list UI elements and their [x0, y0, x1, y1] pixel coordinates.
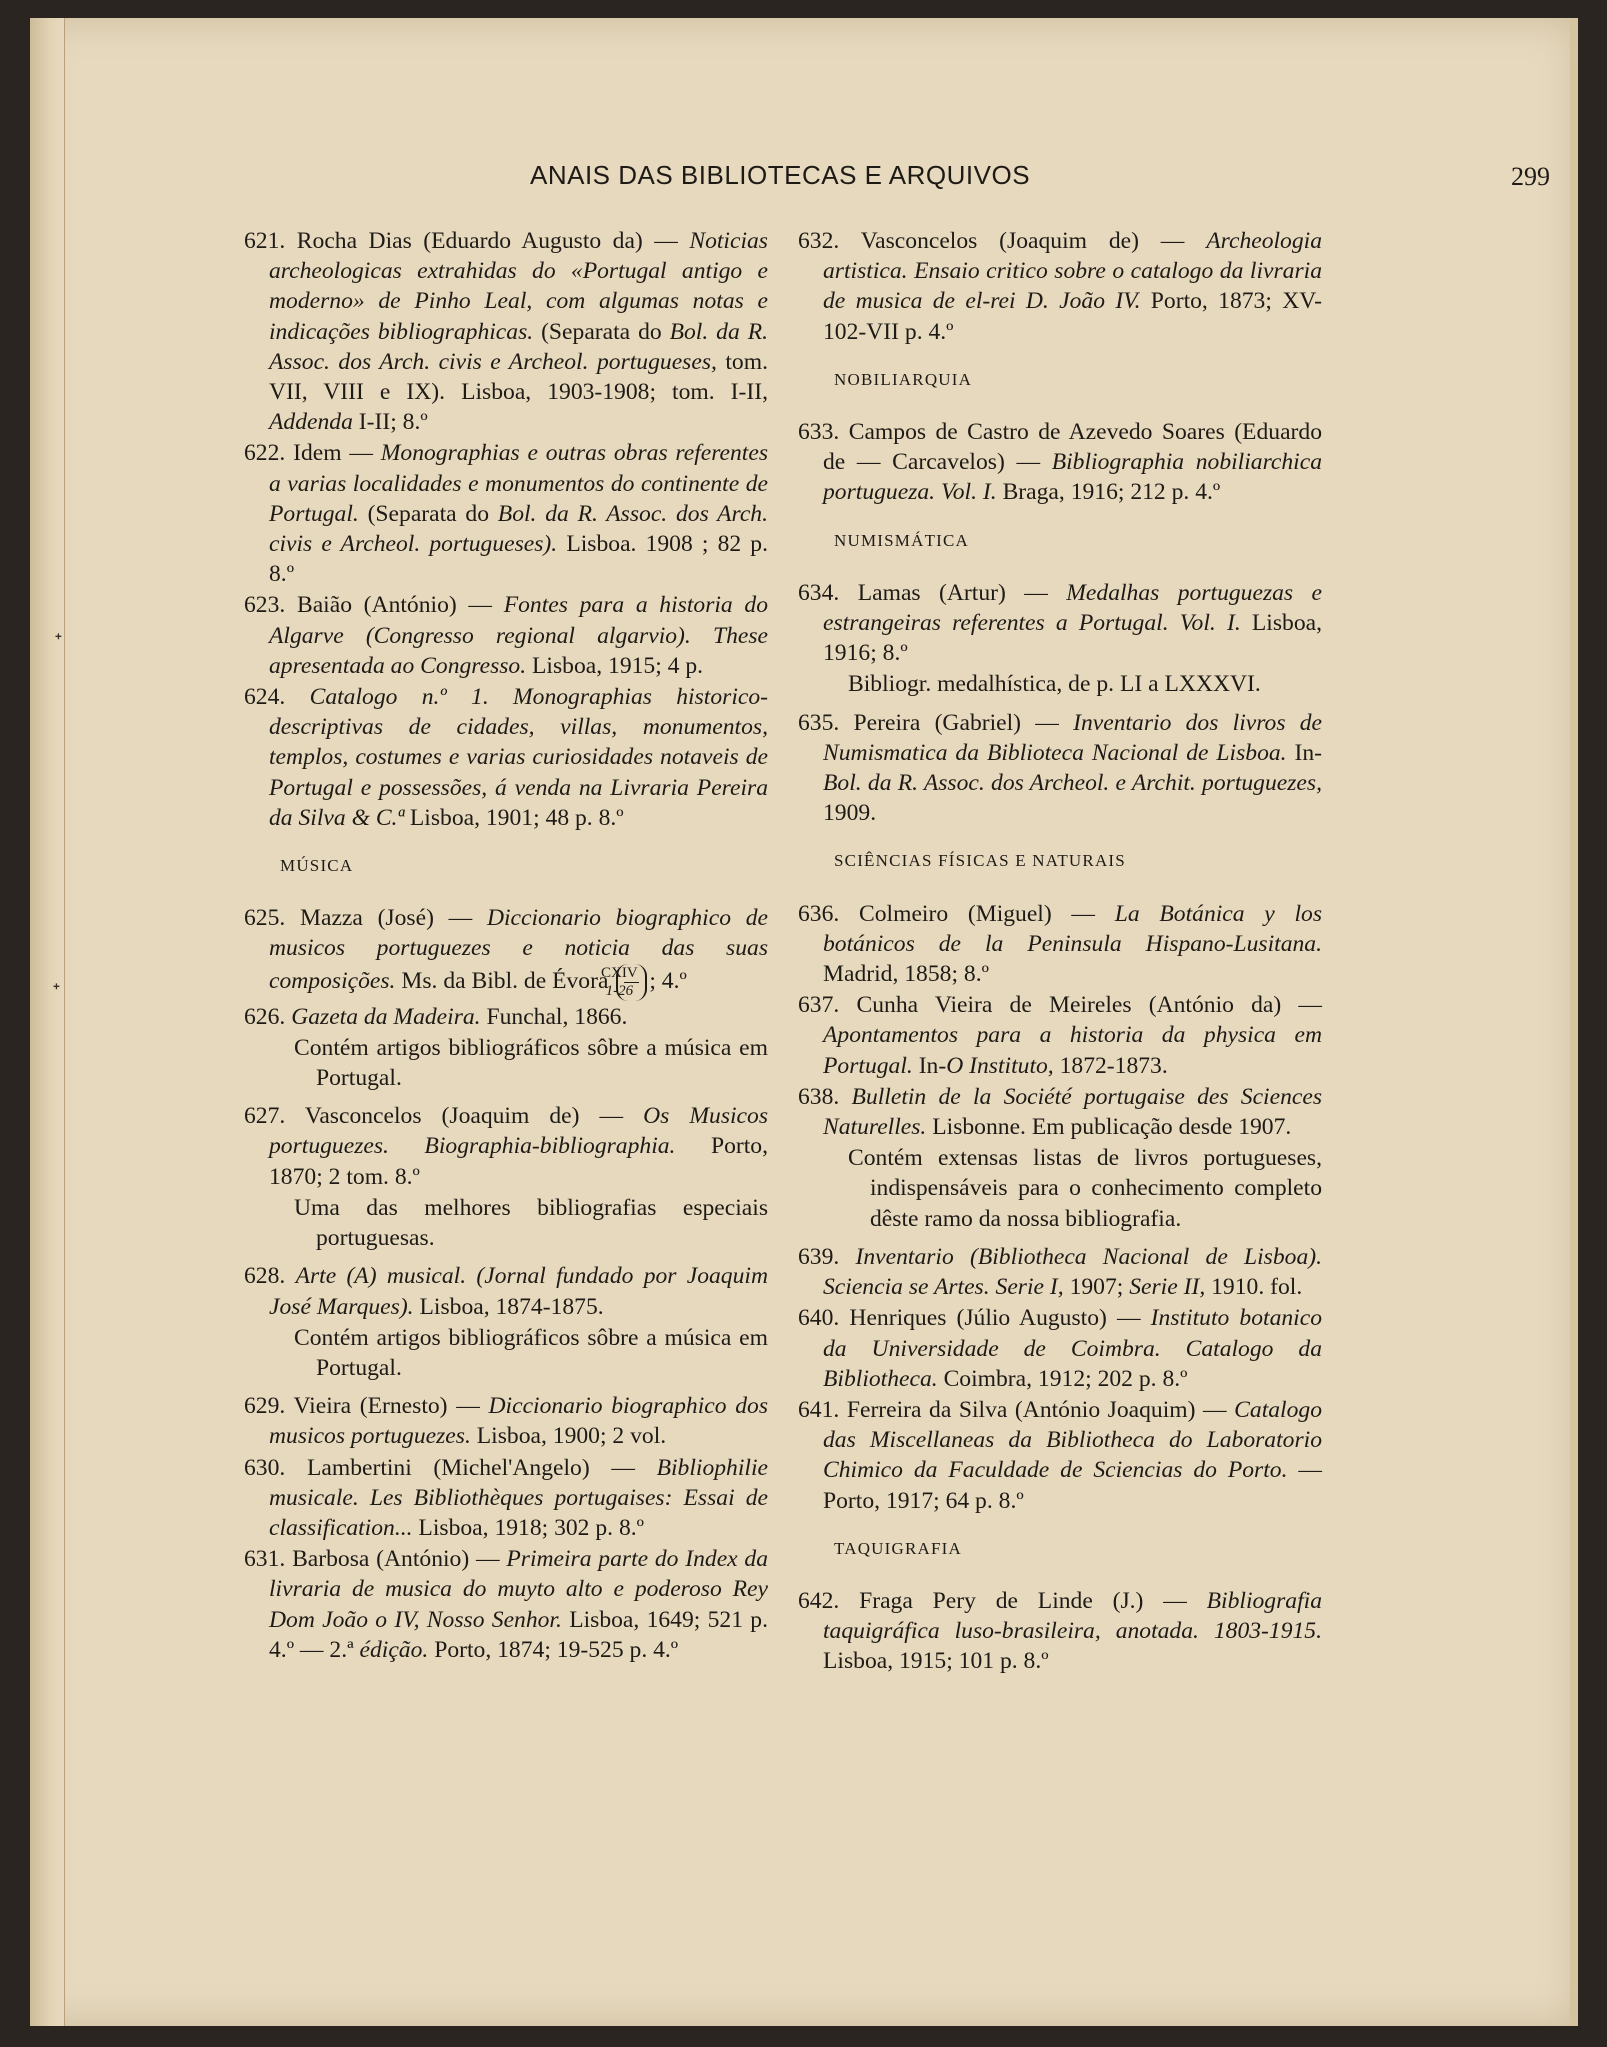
entry-text: Ms. da Bibl. de Évora: [395, 967, 615, 994]
bibliography-entry: [798, 1082, 1322, 1142]
entry-title-italic: Bibliografia taquigráfica luso-brasileira, anotada. 1803-1915.: [823, 1587, 1322, 1645]
entry-text: Porto, 1874; 19-525 p. 4.º: [428, 1636, 679, 1663]
entry-number: 623.: [244, 592, 297, 619]
entry-title-italic: Medalhas portuguezas e estrangeiras referentes a Portugal. Vol. I.: [823, 579, 1322, 637]
entry-title-italic: Noticias archeologicas extrahidas do «Portugal antigo e moderno» de Pinho Leal, com algumas notas e indicações bibliographicas.: [269, 228, 768, 345]
entry-title-italic: Apontamentos para a historia da physica em Portugal.: [823, 1022, 1322, 1079]
entry-text: Funchal, 1866.: [480, 1003, 628, 1030]
entry-number: 633.: [798, 419, 849, 446]
entry-text: ; 4.º: [649, 967, 687, 994]
entry-text: Lisboa, 1918; 302 p. 8.º: [412, 1514, 644, 1541]
entry-note: Bibliogr. medalhística, de p. LI a LXXXVI.: [848, 671, 1261, 698]
margin-mark: ᐩ: [52, 978, 61, 1003]
entry-text: Lisboa, 1649; 521 p. 4.º — 2.ª: [269, 1606, 768, 1663]
entry-text: Campos de Castro de Azevedo Soares (Eduardo de — Carcavelos) —: [823, 419, 1322, 476]
entry-text: I-II; 8.º: [352, 409, 428, 436]
entry-text: 1909.: [823, 800, 877, 827]
bibliography-entry: [798, 708, 1322, 829]
entry-text: Lisboa, 1901; 48 p. 8.º: [403, 804, 624, 831]
bibliography-entry: [244, 226, 768, 437]
entry-number: 640.: [798, 1305, 850, 1332]
entry-title-italic: Bibliographia nobiliarchica portugueza. Vol. I.: [823, 449, 1322, 506]
entry-text: Idem —: [293, 440, 381, 467]
entry-number: 639.: [798, 1243, 856, 1270]
entry-text: Rocha Dias (Eduardo Augusto da) —: [296, 228, 690, 254]
entry-number: 634.: [798, 579, 858, 606]
entry-text: Lisboa, 1874-1875.: [413, 1293, 604, 1320]
entry-title-italic: Diccionario biographico de musicos portuguezes e noticia das suas composições.: [269, 905, 768, 994]
entry-number: 641.: [798, 1396, 847, 1423]
entry-title-italic: Bol. da R. Assoc. dos Arch. civis e Archeol. portugueses).: [269, 500, 768, 558]
entry-title-italic: O Instituto,: [946, 1052, 1054, 1079]
entry-title-italic: Inventario (Bibliotheca Nacional de Lisboa). Sciencia se Artes. Serie I,: [823, 1243, 1323, 1301]
entry-text: Pereira (Gabriel) —: [853, 709, 1074, 736]
bibliography-entry: [244, 1391, 768, 1451]
entry-text: Vasconcelos (Joaquim de) —: [860, 228, 1207, 254]
bibliography-entry: [244, 590, 768, 681]
entry-title-italic: Primeira parte do Index da livraria de musica do muyto alto e poderoso Rey Dom João o IV, Nosso Senhor.: [269, 1546, 769, 1633]
entry-text: Baião (António) —: [296, 592, 504, 619]
entry-text: Lisboa, 1916; 8.º: [823, 610, 1322, 667]
entry-title-italic: Bol. da R. Assoc. dos Archeol. e Archit. portuguezes,: [823, 770, 1322, 797]
entry-number: 642.: [798, 1587, 860, 1614]
bibliography-entry: [798, 417, 1322, 508]
entry-text: Lisboa, 1915; 101 p. 8.º: [823, 1648, 1049, 1675]
entry-text: Lamas (Artur) —: [857, 579, 1067, 606]
entry-text: Braga, 1916; 212 p. 4.º: [996, 479, 1221, 506]
journal-title: ANAIS DAS BIBLIOTECAS E ARQUIVOS: [530, 160, 1031, 190]
entry-number: 638.: [798, 1083, 852, 1110]
bibliography-entry: [244, 1261, 768, 1321]
entry-text: In-: [1286, 739, 1323, 766]
bibliography-entry: [244, 1544, 768, 1665]
bibliography-entry: [798, 899, 1322, 990]
entry-text: Vieira (Ernesto) —: [293, 1393, 489, 1420]
entry-text: In-: [912, 1052, 947, 1079]
entry-number: 629.: [244, 1393, 294, 1420]
bibliography-entry: [244, 1002, 768, 1032]
entry-number: 628.: [244, 1263, 296, 1290]
entry-number: 632.: [798, 228, 861, 254]
entry-title-italic: Gazeta da Madeira.: [291, 1003, 481, 1030]
section-heading: TAQUIGRAFIA: [834, 1538, 962, 1558]
entry-title-italic: La Botánica y los botánicos de la Peninsula Hispano-Lusitana.: [823, 900, 1323, 957]
page-spine: [30, 18, 65, 2026]
bibliography-entry: [798, 1303, 1322, 1394]
entry-number: 631.: [244, 1546, 293, 1573]
entry-title-italic: Bibliophilie musicale. Les Bibliothèques portugaises: Essai de classification...: [269, 1454, 768, 1541]
entry-number: 630.: [244, 1454, 307, 1481]
shelfmark-fraction: $\frac{\text{CXIV}}{1-26}$: [616, 964, 647, 1001]
entry-title-italic: Inventario dos livros de Numismatica da Biblioteca Nacional de Lisboa.: [823, 709, 1323, 766]
right-column: [798, 226, 1322, 1678]
bibliography-entry: [244, 1453, 768, 1544]
entry-number: 625.: [244, 905, 300, 932]
entry-title-italic: Bol. da R. Assoc. dos Arch. civis e Archeol. portugueses,: [269, 318, 768, 375]
entry-title-italic: Catalogo das Miscellaneas da Bibliotheca do Laboratorio Chimico da Faculdade de Sciencias do Porto.: [823, 1396, 1323, 1484]
entry-text: Lisbonne. Em publicação desde 1907.: [926, 1114, 1292, 1141]
bibliography-entry: [798, 1586, 1322, 1677]
bibliography-entry: [798, 990, 1322, 1081]
bibliography-entry: [798, 1242, 1322, 1302]
entry-text: Lisboa, 1915; 4 p.: [526, 652, 704, 679]
entry-title-italic: Instituto botanico da Universidade de Coimbra. Catalogo da Bibliotheca.: [823, 1305, 1322, 1392]
entry-title-italic: Catalogo n.º 1. Monographias historico-descriptivas de cidades, villas, monumentos, templos, costumes e varias curiosidades notaveis de Portugal e possessões, á venda na Livraria Pereira da Silva & C.ª: [269, 684, 769, 831]
entry-number: 636.: [798, 900, 860, 927]
entry-text: Porto, 1873; XV-102-VII p. 4.º: [823, 288, 1322, 345]
bibliography-entry: [244, 438, 768, 589]
entry-text: Colmeiro (Miguel) —: [859, 900, 1115, 927]
bibliography-entry: [798, 578, 1322, 669]
section-heading: NOBILIARQUIA: [834, 369, 973, 389]
entry-note: Contém extensas listas de livros portugueses, indispensáveis para o conhecimento completo dêste ramo da nossa bibliografia.: [848, 1145, 1322, 1232]
entry-number: 621.: [244, 228, 297, 254]
entry-title-italic: Os Musicos portuguezes. Biographia-bibliographia.: [269, 1103, 769, 1160]
entry-text: Lambertini (Michel'Angelo) —: [306, 1454, 657, 1481]
bibliography-entry: [244, 682, 768, 833]
entry-text: 1872-1873.: [1053, 1052, 1168, 1079]
entry-title-italic: Serie II,: [1129, 1274, 1206, 1301]
entry-text: (Separata do: [358, 500, 498, 527]
entry-title-italic: Addenda: [269, 409, 353, 436]
entry-note: Contém artigos bibliográficos sôbre a música em Portugal.: [294, 1034, 768, 1092]
entry-title-italic: édição.: [359, 1636, 429, 1663]
bibliography-entry: [244, 903, 768, 1000]
section-heading: MÚSICA: [280, 856, 354, 876]
entry-text: Coimbra, 1912; 202 p. 8.º: [937, 1365, 1188, 1392]
entry-text: — Porto, 1917; 64 p. 8.º: [823, 1457, 1323, 1514]
entry-text: Porto, 1870; 2 tom. 8.º: [269, 1133, 768, 1190]
entry-number: 626.: [244, 1003, 292, 1030]
bibliography-entry: [244, 1101, 768, 1192]
entry-title-italic: Diccionario biographico dos musicos portuguezes.: [269, 1393, 768, 1450]
entry-number: 624.: [244, 684, 310, 711]
entry-title-italic: Archeologia artistica. Ensaio critico sobre o catalogo da livraria de musica de el-rei D. João IV.: [823, 228, 1323, 315]
running-header: [530, 160, 1550, 200]
entry-title-italic: Monographias e outras obras referentes a varias localidades e monumentos do continente de Portugal.: [269, 440, 769, 527]
bibliography-entry: [798, 226, 1322, 347]
left-column: [244, 226, 768, 1666]
entry-number: 622.: [244, 440, 294, 467]
entry-note: Uma das melhores bibliografias especiais portuguesas.: [294, 1194, 768, 1252]
entry-text: Ferreira da Silva (António Joaquim) —: [846, 1396, 1235, 1423]
entry-title-italic: Fontes para a historia do Algarve (Congresso regional algarvio). These apresentada ao Congresso.: [269, 592, 768, 679]
page-number: 299: [1511, 162, 1550, 191]
entry-text: Cunha Vieira de Meireles (António da) —: [856, 992, 1323, 1019]
entry-text: 1910. fol.: [1205, 1274, 1303, 1301]
entry-text: Lisboa, 1900; 2 vol.: [470, 1423, 667, 1450]
page-edge: [1570, 18, 1578, 2026]
entry-note: Contém artigos bibliográficos sôbre a música em Portugal.: [294, 1324, 768, 1381]
entry-text: tom. VII, VIII e IX). Lisboa, 1903-1908; tom. I-II,: [269, 348, 768, 406]
entry-number: 637.: [798, 992, 857, 1019]
entry-number: 627.: [244, 1103, 305, 1130]
entry-text: Henriques (Júlio Augusto) —: [849, 1305, 1151, 1332]
entry-title-italic: Arte (A) musical. (Jornal fundado por Joaquim José Marques).: [269, 1263, 768, 1320]
entry-text: Barbosa (António) —: [292, 1546, 507, 1573]
bibliography-entry: [798, 1395, 1322, 1516]
entry-text: Lisboa. 1908 ; 82 p. 8.º: [269, 531, 768, 588]
section-heading: SCIÊNCIAS FÍSICAS E NATURAIS: [834, 851, 1126, 871]
entry-text: Madrid, 1858; 8.º: [823, 961, 989, 988]
entry-title-italic: Bulletin de la Société portugaise des Sciences Naturelles.: [823, 1083, 1322, 1141]
section-heading: NUMISMÁTICA: [834, 530, 970, 550]
entry-text: Mazza (José) —: [300, 905, 487, 932]
entry-text: (Separata do: [533, 318, 670, 345]
entry-text: 1907;: [1063, 1274, 1130, 1301]
entry-text: Vasconcelos (Joaquim de) —: [304, 1103, 644, 1130]
entry-text: Fraga Pery de Linde (J.) —: [859, 1587, 1207, 1614]
margin-mark: ᐩ: [54, 628, 63, 653]
entry-number: 635.: [798, 709, 854, 736]
